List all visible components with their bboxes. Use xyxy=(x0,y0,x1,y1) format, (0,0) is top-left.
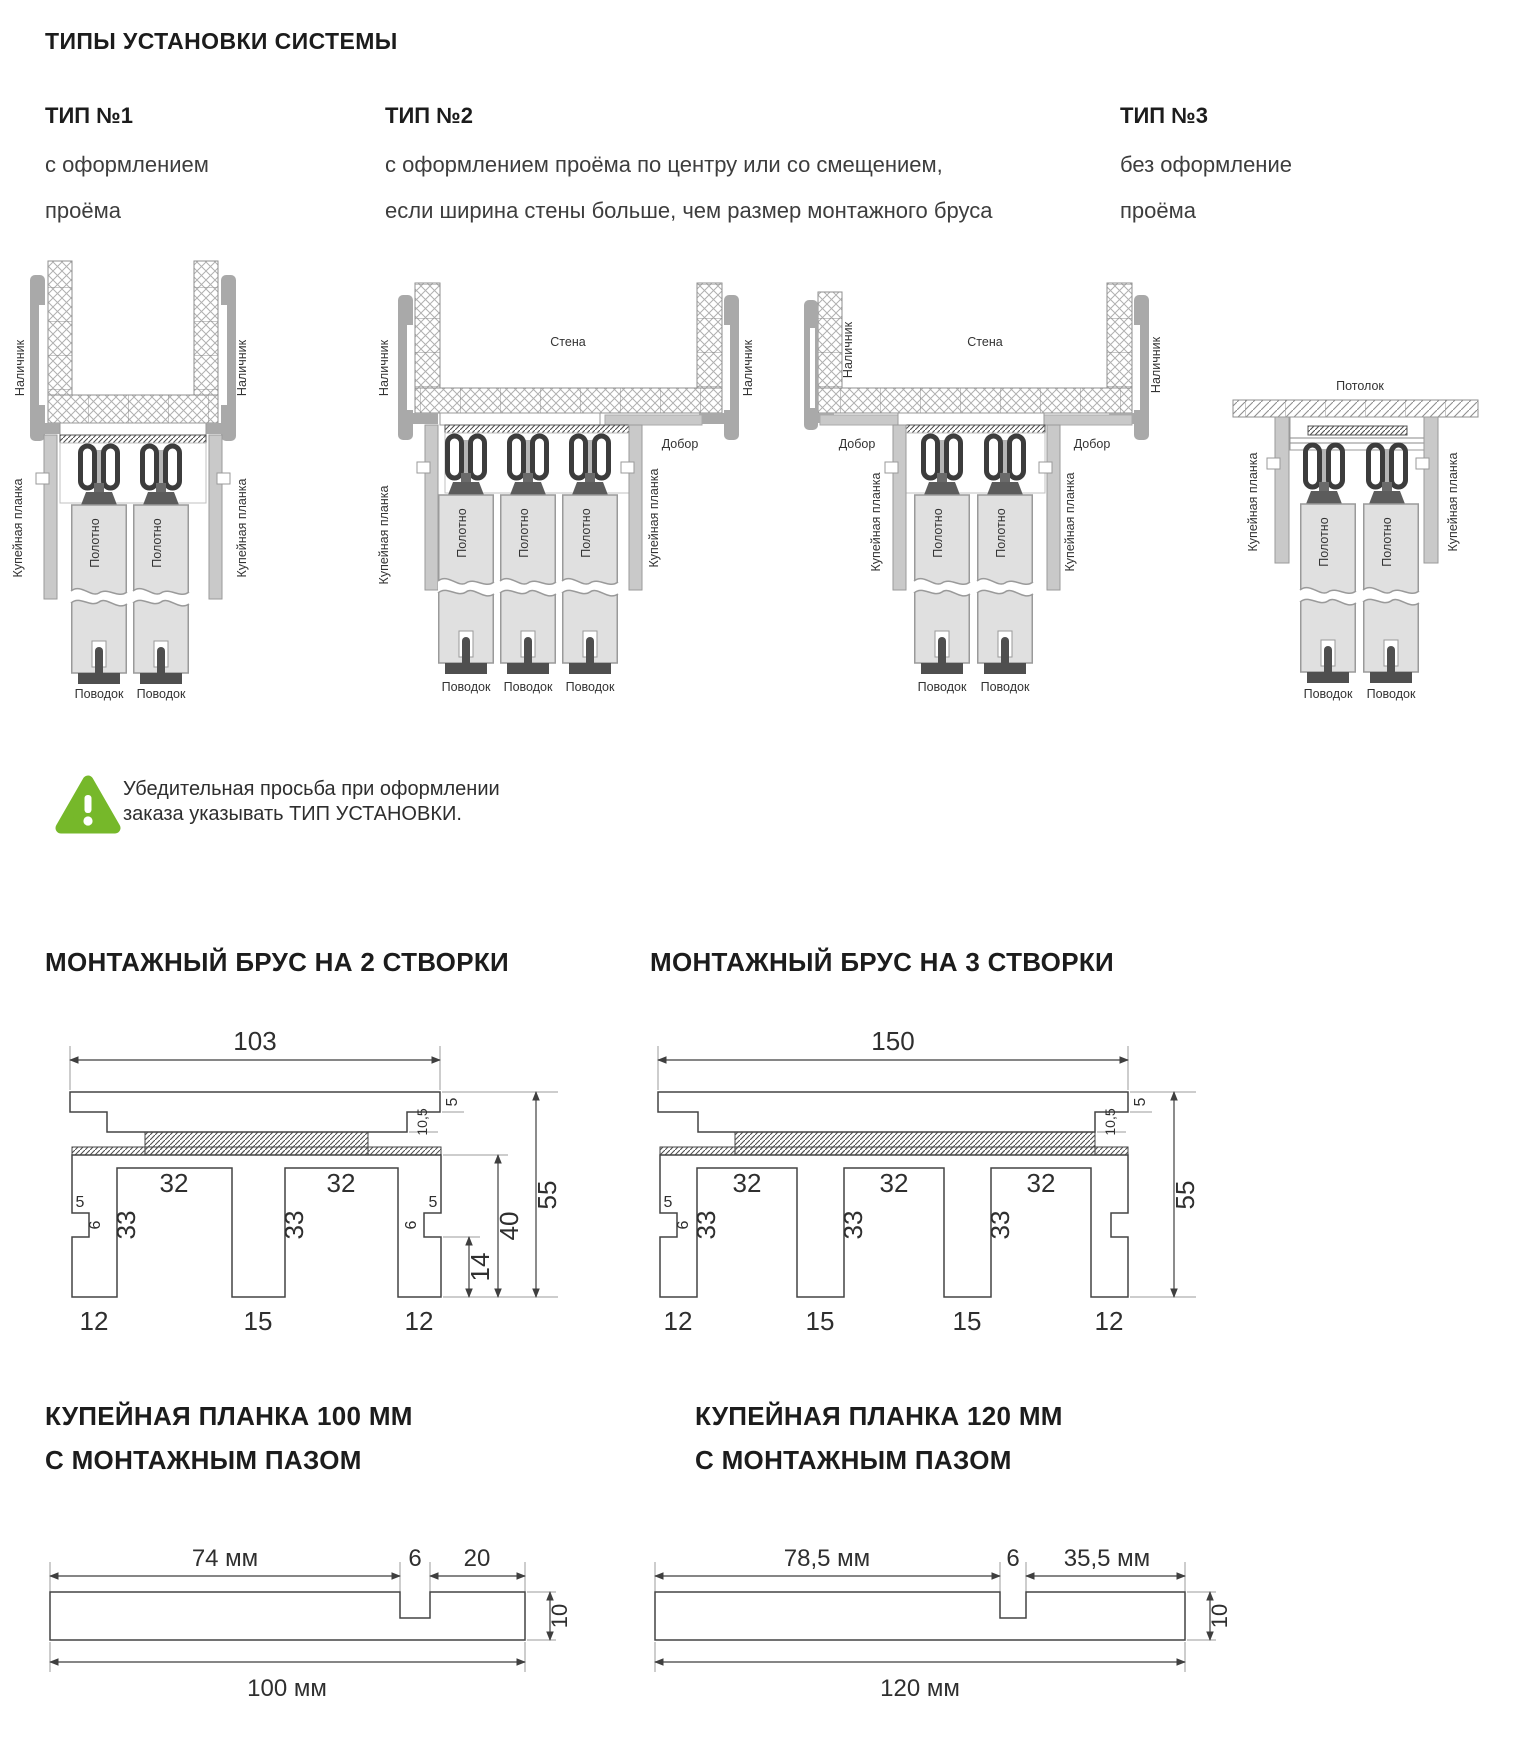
kupeinaya-planka-label: Купейная планка xyxy=(1246,452,1260,552)
type-2-title: ТИП №2 xyxy=(385,103,473,128)
mounting-board-hatch xyxy=(903,425,1045,433)
kupeinaya-planka-label: Купейная планка xyxy=(11,478,25,578)
planka100-drawing xyxy=(40,1530,585,1715)
brus3-dim-slot-height: 33 xyxy=(838,1210,868,1240)
nalichnik-label: Наличник xyxy=(1149,336,1163,394)
brus3-dim-step: 10,5 xyxy=(1102,1108,1118,1136)
brus3-dim-slot-width: 32 xyxy=(1026,1168,1056,1198)
dobor-board xyxy=(1032,415,1132,425)
roller-assembly xyxy=(1369,445,1406,504)
kupeinaya-planka-right-profile xyxy=(209,435,230,599)
brus2-dim-notch-height: 6 xyxy=(87,1220,104,1230)
mounting-board-hatch xyxy=(1308,426,1407,435)
nalichnik-label: Наличник xyxy=(841,321,855,379)
brus2-dim-slot-width: 32 xyxy=(159,1168,189,1198)
polotno-label: Полотно xyxy=(88,518,102,568)
kupeinaya-planka-label: Купейная планка xyxy=(869,472,883,572)
kupeinaya-planka-label: Купейная планка xyxy=(1063,472,1077,572)
nalichnik-label: Наличник xyxy=(13,339,27,397)
planka120-dim-groove: 6 xyxy=(1006,1545,1020,1572)
planka120-dim-left: 78,5 мм xyxy=(783,1545,871,1572)
ceiling-masonry xyxy=(1233,400,1478,417)
kupeinaya-planka-left-profile xyxy=(36,435,57,599)
povodok-label: Поводок xyxy=(136,687,186,701)
stena-label: Стена xyxy=(967,335,1003,349)
planka100-dim-thickness: 10 xyxy=(547,1603,572,1629)
brus2-dim-notch-width: 5 xyxy=(428,1194,438,1211)
kupeinaya-planka-label: Купейная планка xyxy=(647,468,661,568)
brus3-gasket-hatch-thin xyxy=(660,1147,1128,1155)
brus2-dim-slot-height: 33 xyxy=(111,1210,141,1240)
type-1-desc-line1: с оформлением xyxy=(45,152,209,177)
brus3-top-plate xyxy=(658,1092,1128,1132)
povodok-label: Поводок xyxy=(503,680,553,694)
brus3-dim-total: 150 xyxy=(871,1026,915,1056)
mounting-plate xyxy=(60,423,206,435)
brus2-drawing xyxy=(40,1000,580,1345)
brus3-dim-slot-width: 32 xyxy=(879,1168,909,1198)
brus2-dim-notch-height: 6 xyxy=(403,1220,420,1230)
planka120-title-line1: КУПЕЙНАЯ ПЛАНКА 120 ММ xyxy=(695,1401,1063,1431)
brus3-dim-notch-width: 5 xyxy=(663,1194,673,1211)
kupeinaya-planka-label: Купейная планка xyxy=(1446,452,1460,552)
povodok-label: Поводок xyxy=(565,680,615,694)
stena-label: Стена xyxy=(550,335,586,349)
polotno-label: Полотно xyxy=(931,508,945,558)
polotno-label: Полотно xyxy=(1380,517,1394,567)
brus3-dim-plate: 5 xyxy=(1132,1097,1149,1107)
mounting-board-hatch xyxy=(445,425,635,433)
planka120-drawing xyxy=(630,1530,1245,1715)
planka120-title xyxy=(695,1394,1063,1482)
brus2-dim-slot-height: 33 xyxy=(279,1210,309,1240)
diagram-type-2-centered xyxy=(340,250,805,705)
diagram-type-2-offset xyxy=(800,250,1170,705)
type-1-desc-line2: проёма xyxy=(45,198,121,223)
polotno-label: Полотно xyxy=(517,508,531,558)
planka120-dim-total: 120 мм xyxy=(880,1675,960,1702)
kupeinaya-planka-left-profile xyxy=(885,425,906,590)
povodok-label: Поводок xyxy=(1303,687,1353,701)
type-3-desc-line1: без оформление xyxy=(1120,152,1292,177)
planka120-title-line2: С МОНТАЖНЫМ ПАЗОМ xyxy=(695,1445,1012,1475)
brus3-dim-slot-height: 33 xyxy=(691,1210,721,1240)
brus2-gasket-hatch-thin xyxy=(72,1147,441,1155)
polotno-label: Полотно xyxy=(455,508,469,558)
planka100-title-line2: С МОНТАЖНЫМ ПАЗОМ xyxy=(45,1445,362,1475)
mounting-plate xyxy=(898,413,1044,425)
planka100-dim-left: 74 мм xyxy=(191,1545,259,1572)
polotno-label: Полотно xyxy=(994,508,1008,558)
brus3-dim-foot: 15 xyxy=(805,1306,835,1336)
type-2-desc-line1: с оформлением проёма по центру или со смещением, xyxy=(385,152,943,177)
kupeinaya-planka-left-profile xyxy=(1267,417,1289,563)
kupeinaya-planka-label: Купейная планка xyxy=(235,478,249,578)
planka100-title-line1: КУПЕЙНАЯ ПЛАНКА 100 ММ xyxy=(45,1401,413,1431)
brus2-dim-slot-width: 32 xyxy=(326,1168,356,1198)
type-3-title: ТИП №3 xyxy=(1120,103,1208,128)
brus2-dim-plate: 5 xyxy=(444,1097,461,1107)
brus3-dim-slot-height: 33 xyxy=(985,1210,1015,1240)
povodok-label: Поводок xyxy=(1366,687,1416,701)
type-1-header xyxy=(45,103,345,234)
planka100-title xyxy=(45,1394,413,1482)
planka120-profile xyxy=(655,1592,1185,1640)
brus3-dim-height: 55 xyxy=(1170,1180,1200,1210)
brus2-dim-foot: 15 xyxy=(243,1306,273,1336)
polotno-label: Полотно xyxy=(579,508,593,558)
brus3-dim-notch-height: 6 xyxy=(675,1220,692,1230)
type-1-title: ТИП №1 xyxy=(45,103,133,128)
planka100-dim-groove: 6 xyxy=(408,1545,422,1572)
brus2-dim-inner: 14 xyxy=(465,1252,495,1282)
brus3-dim-foot: 15 xyxy=(952,1306,982,1336)
brus2-dim-total: 103 xyxy=(233,1026,277,1056)
brus3-drawing xyxy=(640,1000,1220,1345)
nalichnik-label: Наличник xyxy=(235,339,249,397)
polotno-label: Полотно xyxy=(1317,517,1331,567)
warning-line2: заказа указывать ТИП УСТАНОВКИ. xyxy=(123,803,462,825)
dobor-label: Добор xyxy=(661,437,699,451)
warning-icon xyxy=(55,772,121,838)
dobor-label: Добор xyxy=(838,437,876,451)
brus2-dim-notch-width: 5 xyxy=(75,1194,85,1211)
diagram-type-1 xyxy=(8,253,258,708)
brus2-dim-body: 40 xyxy=(494,1211,524,1241)
brus3-title: МОНТАЖНЫЙ БРУС НА 3 СТВОРКИ xyxy=(650,947,1115,977)
nalichnik-label: Наличник xyxy=(741,339,755,397)
mounting-board-hatch xyxy=(60,435,206,443)
mounting-plate xyxy=(440,413,600,425)
povodok-label: Поводок xyxy=(441,680,491,694)
povodok-label: Поводок xyxy=(980,680,1030,694)
brus2-top-plate xyxy=(70,1092,440,1132)
nalichnik-label: Наличник xyxy=(377,339,391,397)
type-3-header xyxy=(1120,103,1440,234)
planka100-dim-total: 100 мм xyxy=(247,1675,327,1702)
page-title: ТИПЫ УСТАНОВКИ СИСТЕМЫ xyxy=(45,28,398,54)
brus2-title: МОНТАЖНЫЙ БРУС НА 2 СТВОРКИ xyxy=(45,947,510,977)
warning-line1: Убедительная просьба при оформлении xyxy=(123,778,500,800)
povodok-label: Поводок xyxy=(74,687,124,701)
diagram-type-3 xyxy=(1205,330,1505,705)
dobor-label: Добор xyxy=(1073,437,1111,451)
wall-masonry xyxy=(48,261,218,423)
brus3-dim-slot-width: 32 xyxy=(732,1168,762,1198)
planka100-profile xyxy=(50,1592,525,1640)
brus2-dim-foot: 12 xyxy=(79,1306,109,1336)
planka120-dim-thickness: 10 xyxy=(1207,1603,1232,1629)
povodok-label: Поводок xyxy=(917,680,967,694)
brus2-dim-foot: 12 xyxy=(404,1306,434,1336)
type-3-desc-line2: проёма xyxy=(1120,198,1196,223)
planka120-dim-right: 35,5 мм xyxy=(1063,1545,1151,1572)
kupeinaya-planka-label: Купейная планка xyxy=(377,485,391,585)
dobor-board xyxy=(605,415,702,425)
polotno-label: Полотно xyxy=(150,518,164,568)
brus3-dim-foot: 12 xyxy=(663,1306,693,1336)
planka100-dim-right: 20 xyxy=(463,1545,491,1572)
brus3-dim-foot: 12 xyxy=(1094,1306,1124,1336)
potolok-label: Потолок xyxy=(1336,379,1384,393)
brus2-dim-step: 10,5 xyxy=(414,1108,430,1136)
type-2-desc-line2: если ширина стены больше, чем размер монтажного бруса xyxy=(385,198,993,223)
brus2-dim-height: 55 xyxy=(532,1180,562,1210)
kupeinaya-planka-left-profile xyxy=(417,425,438,590)
type-2-header xyxy=(385,103,1095,234)
roller-assembly xyxy=(1306,445,1343,504)
